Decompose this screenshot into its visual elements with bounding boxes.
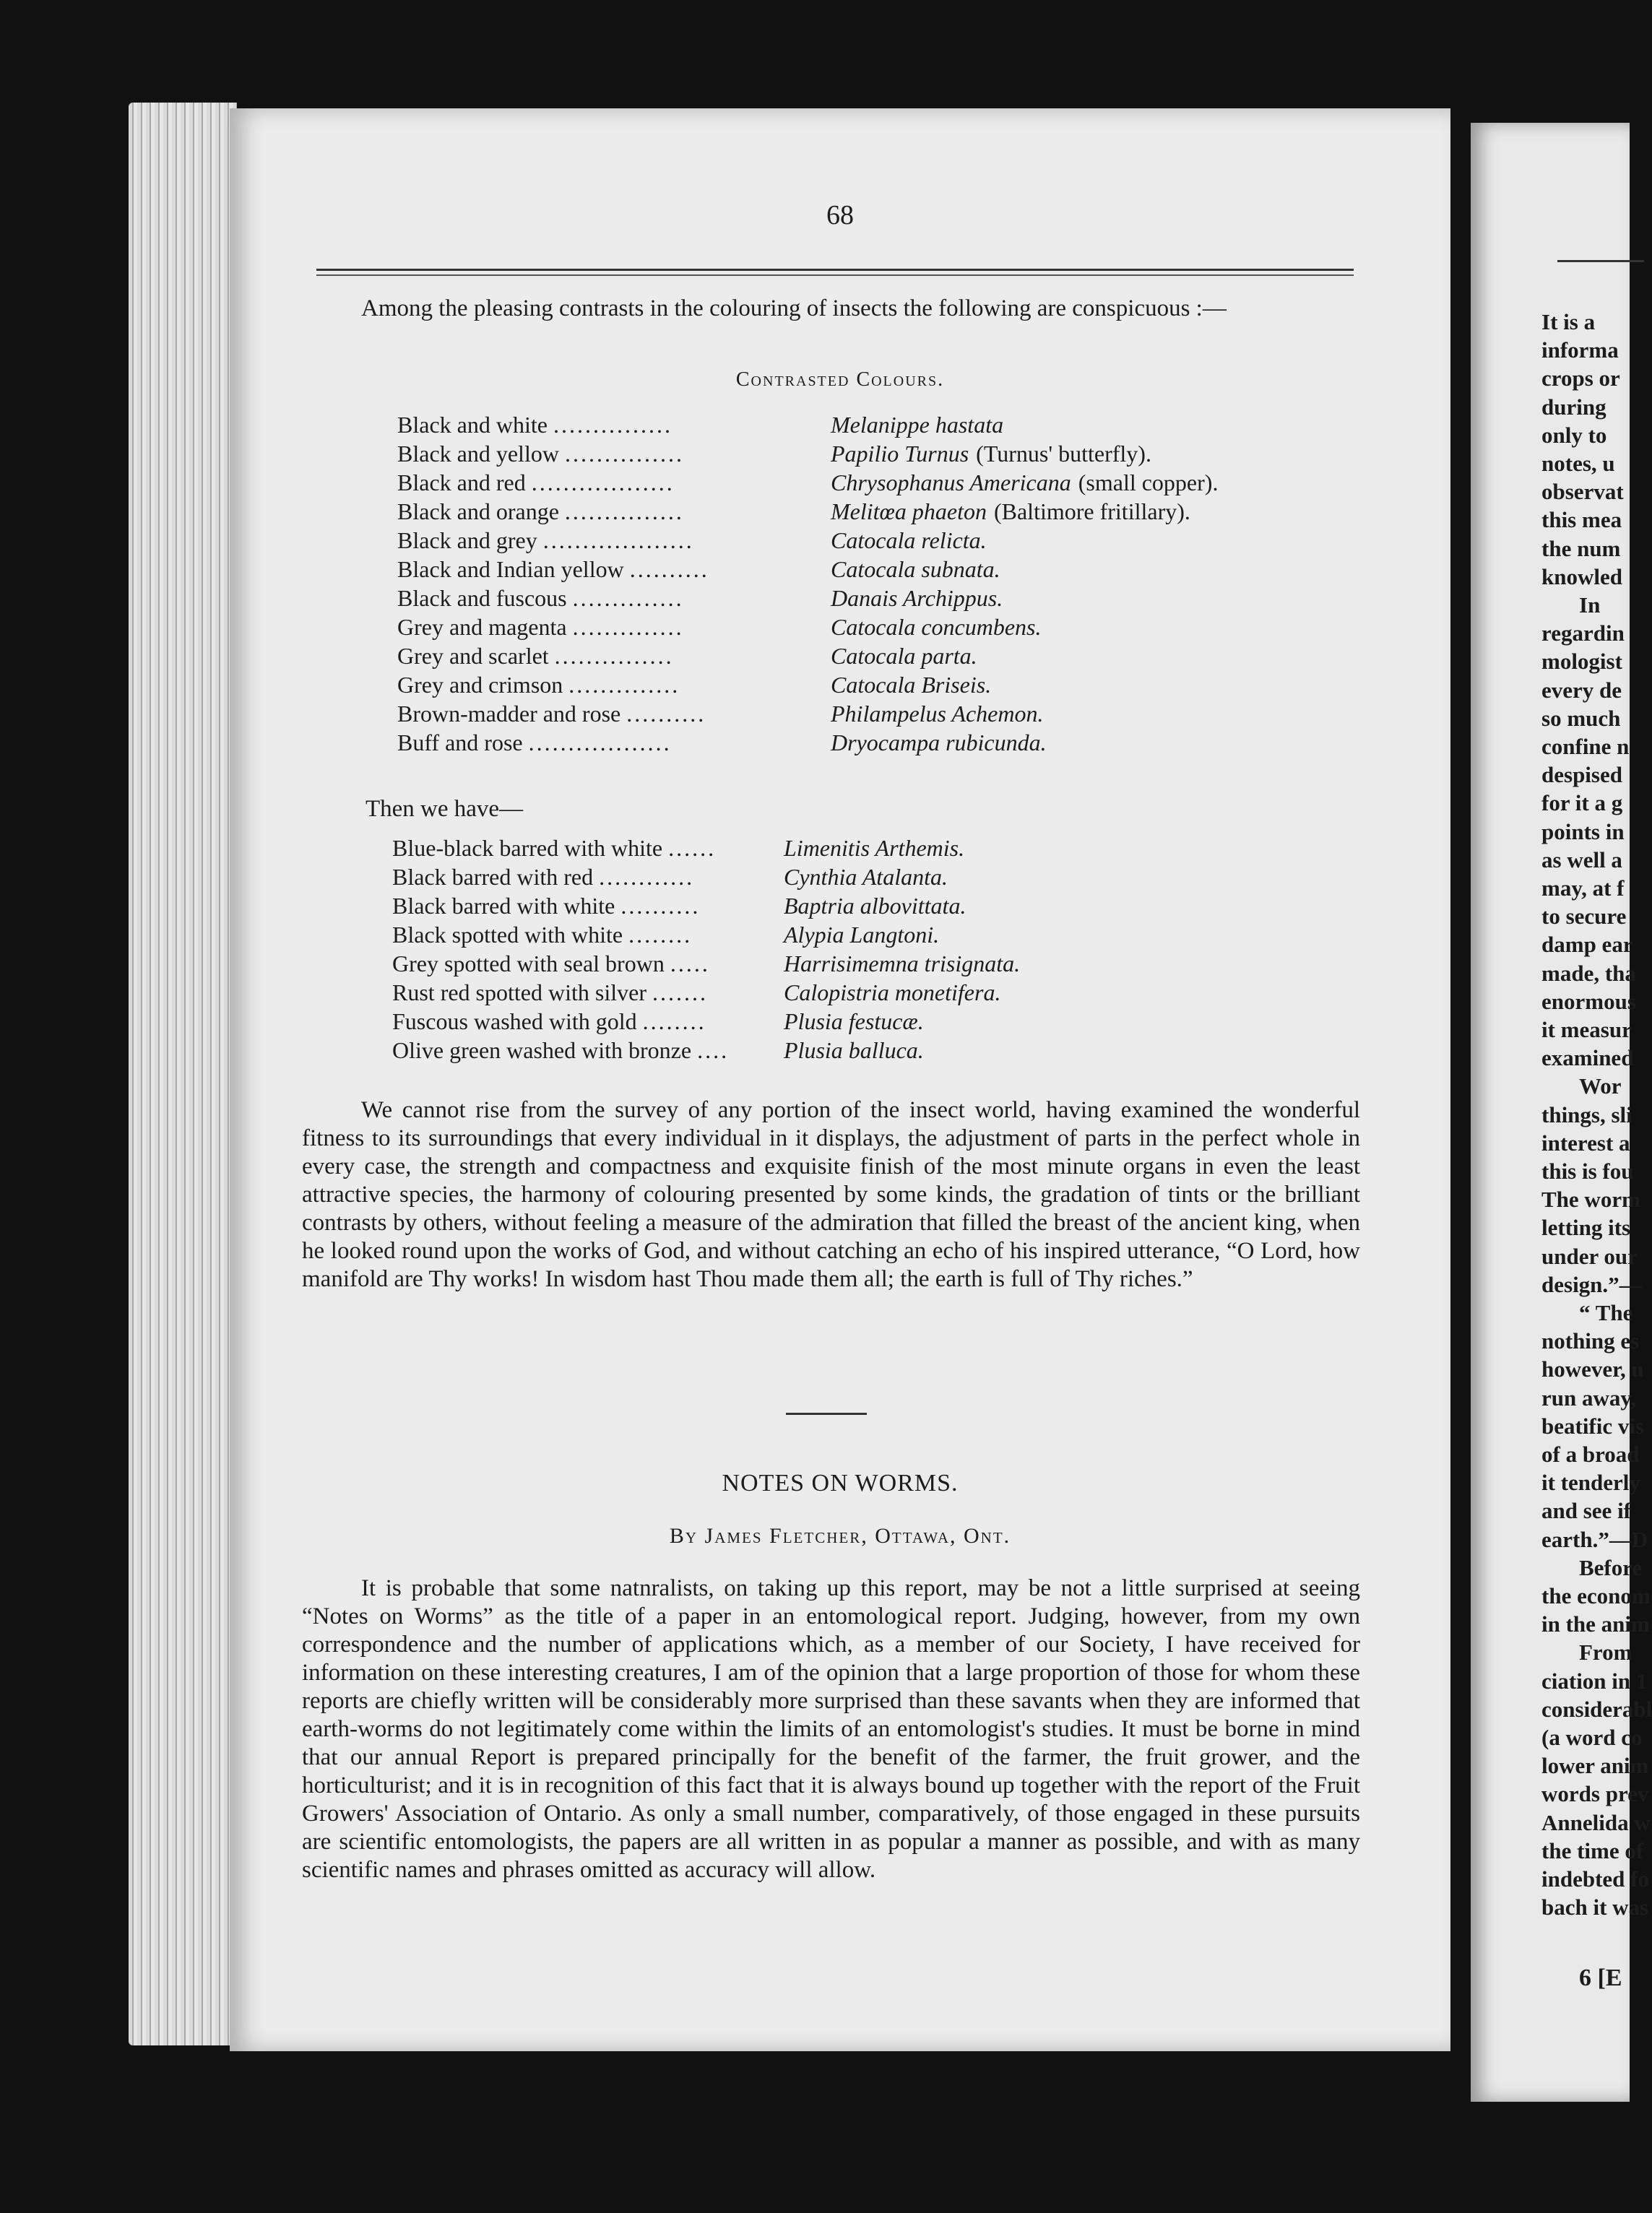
right-line-fragment: only to <box>1541 422 1607 448</box>
colour-cell <box>397 439 831 468</box>
page-number: 68 <box>826 200 854 230</box>
species-note: (small copper). <box>1078 469 1219 495</box>
right-line-fragment: in the anim <box>1541 1611 1650 1637</box>
colour-cell <box>397 555 831 584</box>
right-line-fragment: this is fou <box>1541 1159 1634 1184</box>
dot-leader: ................... <box>542 527 694 553</box>
dot-leader: .......... <box>629 556 709 582</box>
section-separator <box>786 1413 867 1415</box>
dot-leader: .......... <box>620 893 701 919</box>
colour-cell <box>397 468 831 497</box>
right-line-fragment: points in <box>1541 818 1625 844</box>
species-name: Papilio Turnus <box>831 441 969 467</box>
contrast-row <box>397 526 1218 555</box>
colour-cell <box>397 526 831 555</box>
species-name: Plusia balluca. <box>784 1037 924 1063</box>
contrast-row <box>397 410 1218 439</box>
colour-pair-text: Brown-madder and rose <box>397 701 621 727</box>
right-line-fragment: ciation in 1 <box>1541 1668 1648 1694</box>
right-line-fragment: Wor <box>1579 1073 1622 1099</box>
colour-pair-text: Black and white <box>397 412 548 438</box>
species-name: Harrisimemna trisignata. <box>784 950 1021 976</box>
pattern-text: Black barred with red <box>392 864 594 890</box>
dot-leader: ............ <box>599 864 695 890</box>
dot-leader: ............... <box>554 643 674 669</box>
species-note: (Baltimore fritillary). <box>993 498 1190 524</box>
right-line-fragment: lower anim <box>1541 1753 1649 1779</box>
then-we-have: Then we have— <box>366 796 524 822</box>
dot-leader: ........ <box>642 1008 706 1034</box>
dot-leader: ...... <box>668 835 717 861</box>
right-line-fragment: considerabl <box>1541 1696 1652 1722</box>
right-line-fragment: bach it was <box>1541 1894 1649 1920</box>
colour-pair-text: Black and fuscous <box>397 585 567 611</box>
contrast-row <box>397 728 1218 757</box>
pattern-text: Fuscous washed with gold <box>392 1008 637 1034</box>
right-line-fragment: earth.”—D <box>1541 1526 1648 1552</box>
colour-pair-text: Grey and crimson <box>397 672 563 698</box>
right-line-fragment: run away, <box>1541 1385 1636 1411</box>
colour-cell <box>397 699 831 728</box>
right-line-fragment: confine n <box>1541 734 1630 759</box>
right-line-fragment: regardin <box>1541 620 1625 646</box>
right-line-fragment: the time of <box>1541 1837 1644 1863</box>
right-line-fragment: (a word co <box>1541 1725 1643 1750</box>
colour-pair-text: Grey and scarlet <box>397 643 549 669</box>
pattern-cell <box>392 1007 784 1036</box>
right-line-fragment: it tenderly <box>1541 1470 1640 1496</box>
right-line-fragment: things, sli <box>1541 1101 1632 1127</box>
right-line-fragment: letting its <box>1541 1215 1631 1241</box>
colour-pair-text: Black and red <box>397 469 526 495</box>
pattern-cell <box>392 978 784 1007</box>
right-page-fragment <box>1471 123 1652 2102</box>
dot-leader: ........ <box>628 922 693 948</box>
colour-cell <box>397 641 831 670</box>
right-line-fragment: for it a g <box>1541 790 1623 816</box>
right-line-fragment: “ The <box>1579 1300 1633 1325</box>
dot-leader: ..... <box>670 950 710 976</box>
colour-cell <box>397 410 831 439</box>
pattern-cell <box>392 891 784 920</box>
contrasted-colours-list <box>397 410 1218 757</box>
right-line-fragment: enormous <box>1541 988 1636 1014</box>
pattern-row <box>392 920 1020 949</box>
species-name: Alypia Langtoni. <box>784 922 940 948</box>
contrast-row <box>397 468 1218 497</box>
species-note: (Turnus' butterfly). <box>976 441 1151 467</box>
right-line-fragment: during <box>1541 394 1606 420</box>
right-line-fragment: It is a <box>1541 309 1596 334</box>
colour-pair-text: Black and grey <box>397 527 537 553</box>
right-line-fragment: notes, u <box>1541 451 1615 476</box>
right-line-fragment: under our <box>1541 1243 1638 1269</box>
colour-pair-text: Black and Indian yellow <box>397 556 624 582</box>
right-line-fragment: of a broad <box>1541 1442 1640 1467</box>
contrast-row <box>397 699 1218 728</box>
right-line-fragment: nothing es <box>1541 1328 1640 1354</box>
right-line-fragment: interest a <box>1541 1130 1630 1156</box>
species-name: Baptria albovittata. <box>784 893 966 919</box>
pattern-row <box>392 949 1020 978</box>
pattern-cell <box>392 920 784 949</box>
right-line-fragment: as well a <box>1541 846 1622 872</box>
colour-pair-text: Grey and magenta <box>397 614 567 640</box>
species-name: Cynthia Atalanta. <box>784 864 948 890</box>
right-line-fragment: so much <box>1541 705 1621 731</box>
article-paragraph: It is probable that some natnralists, on taking up this report, may be not a little surprised at seeing “Notes on Worms” as the title of a paper in an entomological report. Judging, however, from my own correspondence and the number of applications which, as a member of our Society, I have received for information on these interesting creatures, I am of the opinion that a large proportion of those for whom these reports are chiefly written will be considerably more surprised than these savants when they are informed that earth-worms do not legitimately come within the limits of an entomologist's studies. It must be borne in mind that our annual Report is prepared principally for the benefit of the farmer, the fruit grower, and the horticulturist; and it is in recognition of this fact that it is always bound up together with the report of the Fruit Growers' Association of Ontario. As only a small number, comparatively, of those engaged in these pursuits are scientific entomologists, the papers are all written in as popular a manner as possible, and with as many scientific names and phrases omitted as accuracy will allow. <box>302 1575 1360 1883</box>
right-line-fragment: it measur <box>1541 1017 1632 1042</box>
dot-leader: ............... <box>553 412 673 438</box>
right-line-fragment: In <box>1579 592 1601 618</box>
patterns-list <box>392 833 1020 1065</box>
contrast-row <box>397 584 1218 612</box>
colour-cell <box>397 497 831 526</box>
right-line-fragment: made, tha <box>1541 960 1636 986</box>
right-line-fragment: damp ear <box>1541 932 1633 958</box>
pattern-text: Black spotted with white <box>392 922 623 948</box>
pattern-row <box>392 978 1020 1007</box>
species-name: Plusia festucæ. <box>784 1008 924 1034</box>
intro-paragraph: Among the pleasing contrasts in the colouring of insects the following are conspicuous :— <box>361 295 1227 321</box>
dot-leader: ............... <box>564 441 684 467</box>
colour-cell <box>397 584 831 612</box>
pattern-row <box>392 833 1020 862</box>
right-line-fragment: the num <box>1541 535 1621 561</box>
contrast-row <box>397 612 1218 641</box>
species-name: Catocala relicta. <box>831 527 987 553</box>
dot-leader: .............. <box>572 585 684 611</box>
right-line-fragment: this mea <box>1541 507 1622 533</box>
colour-pair-text: Black and yellow <box>397 441 559 467</box>
dot-leader: .............. <box>572 614 684 640</box>
right-line-fragment: beatific vis <box>1541 1413 1645 1439</box>
species-name: Melanippe hastata <box>831 412 1004 438</box>
contrast-row <box>397 555 1218 584</box>
pattern-row <box>392 1007 1020 1036</box>
contrast-row <box>397 497 1218 526</box>
species-name: Melitœa phaeton <box>831 498 987 524</box>
species-name: Limenitis Arthemis. <box>784 835 965 861</box>
species-name: Philampelus Achemon. <box>831 701 1044 727</box>
article-title: NOTES ON WORMS. <box>722 1470 959 1497</box>
species-name: Danais Archippus. <box>831 585 1003 611</box>
right-line-fragment: however, u <box>1541 1356 1644 1382</box>
left-page <box>230 108 1450 2051</box>
colour-cell <box>397 670 831 699</box>
colour-cell <box>397 728 831 757</box>
header-rule-thin <box>316 274 1354 276</box>
pattern-row <box>392 1036 1020 1065</box>
dot-leader: .......... <box>626 701 706 727</box>
pattern-cell <box>392 1036 784 1065</box>
right-line-fragment: indebted fo <box>1541 1866 1649 1892</box>
dot-leader: .................. <box>531 469 675 495</box>
right-line-fragment: words prev <box>1541 1781 1649 1807</box>
right-line-fragment: despised <box>1541 762 1622 788</box>
closing-paragraph: We cannot rise from the survey of any portion of the insect world, having examined the wonderful fitness to its surroundings that every individual in it displays, the adjustment of parts in the perfect whole in every case, the strength and compactness and exquisite finish of the most minute organs in even the least attractive species, the harmony of colouring presented by some kinds, the gradation of tints or the brilliant contrasts by others, without feeling a measure of the admiration that filled the breast of the ancient king, when he looked round upon the works of God, and without catching an echo of his inspired utterance, “O Lord, how manifold are Thy works! In wisdom hast Thou made them all; the earth is full of Thy riches.” <box>302 1097 1360 1292</box>
pattern-text: Grey spotted with seal brown <box>392 950 665 976</box>
contrast-row <box>397 670 1218 699</box>
right-line-fragment: and see if <box>1541 1498 1631 1524</box>
right-line-fragment: From <box>1579 1640 1632 1666</box>
dot-leader: .................. <box>528 729 672 755</box>
right-line-fragment: mologist <box>1541 649 1622 675</box>
species-name: Catocala parta. <box>831 643 977 669</box>
species-name: Calopistria monetifera. <box>784 979 1001 1005</box>
pattern-text: Rust red spotted with silver <box>392 979 646 1005</box>
right-line-fragment: may, at f <box>1541 875 1625 901</box>
right-line-fragment: The worm <box>1541 1187 1640 1213</box>
right-line-fragment: examined <box>1541 1045 1634 1071</box>
pattern-text: Black barred with white <box>392 893 615 919</box>
species-name: Catocala concumbens. <box>831 614 1042 640</box>
colour-cell <box>397 612 831 641</box>
contrast-row <box>397 641 1218 670</box>
right-line-fragment: to secure <box>1541 904 1627 930</box>
contrast-row <box>397 439 1218 468</box>
contrasted-colours-heading: Contrasted Colours. <box>735 368 945 391</box>
right-header-rule <box>1557 260 1644 262</box>
right-line-fragment: observat <box>1541 479 1624 505</box>
right-line-fragment: the econom <box>1541 1583 1651 1608</box>
species-name: Catocala subnata. <box>831 556 1000 582</box>
dot-leader: ....... <box>652 979 708 1005</box>
right-page-footer: 6 [E <box>1579 1965 1622 1991</box>
pattern-text: Olive green washed with bronze <box>392 1037 692 1063</box>
pattern-row <box>392 862 1020 891</box>
right-line-fragment: Annelida w <box>1541 1809 1651 1835</box>
right-line-fragment: knowled <box>1541 563 1622 589</box>
pattern-cell <box>392 833 784 862</box>
article-byline: By James Fletcher, Ottawa, Ont. <box>669 1524 1011 1548</box>
header-rule <box>316 269 1354 271</box>
dot-leader: .... <box>697 1037 730 1063</box>
book-page-edges <box>129 103 237 2045</box>
right-line-fragment: Before <box>1579 1554 1643 1580</box>
species-name: Chrysophanus Americana <box>831 469 1071 495</box>
pattern-row <box>392 891 1020 920</box>
pattern-text: Blue-black barred with white <box>392 835 663 861</box>
pattern-cell <box>392 862 784 891</box>
colour-pair-text: Black and orange <box>397 498 559 524</box>
dot-leader: .............. <box>568 672 680 698</box>
right-line-fragment: informa <box>1541 337 1619 363</box>
pattern-cell <box>392 949 784 978</box>
dot-leader: ............... <box>564 498 684 524</box>
right-line-fragment: crops or <box>1541 365 1620 391</box>
right-line-fragment: every de <box>1541 677 1622 703</box>
right-line-fragment: design.”— <box>1541 1271 1642 1297</box>
colour-pair-text: Buff and rose <box>397 729 523 755</box>
species-name: Catocala Briseis. <box>831 672 992 698</box>
species-name: Dryocampa rubicunda. <box>831 729 1047 755</box>
